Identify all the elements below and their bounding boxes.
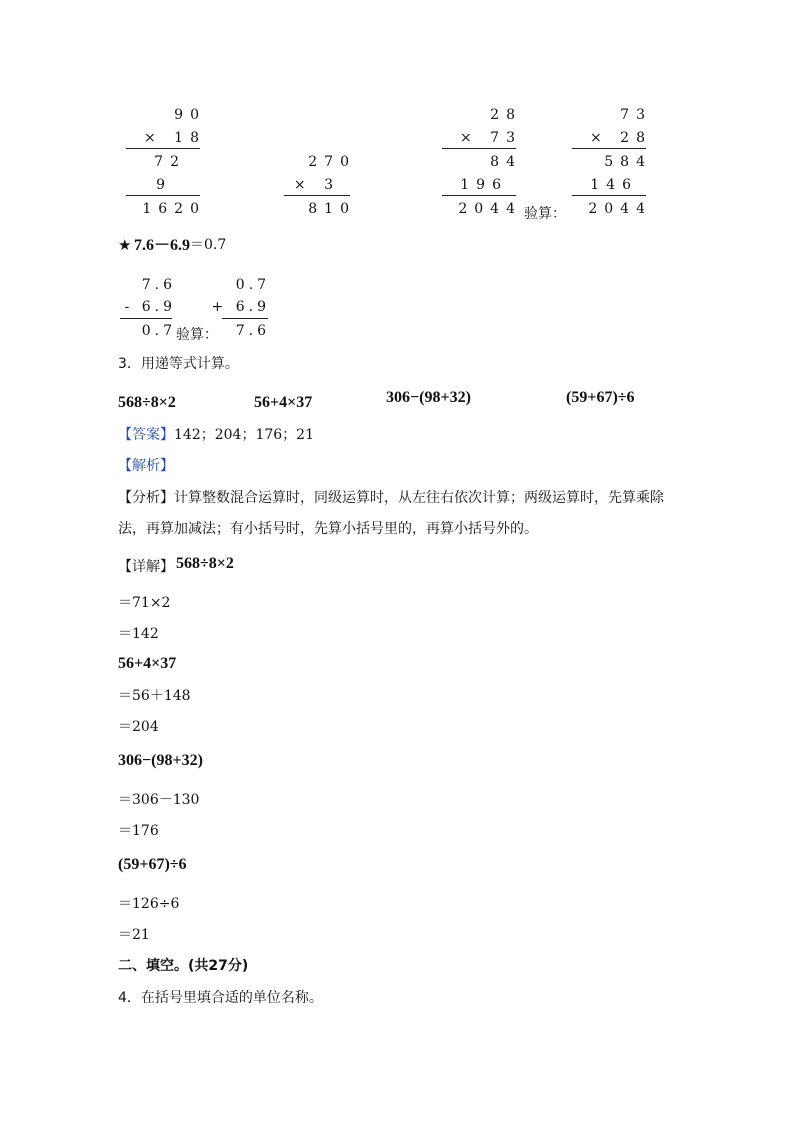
step1-line1: ＝71×2 (118, 595, 171, 611)
calc-c-row5: 2044 (458, 201, 522, 217)
calc-b-row3: 810 (308, 201, 356, 217)
calc-c-row4: 196 (460, 177, 508, 193)
fenxi-line1 (118, 488, 664, 508)
answer-line (118, 425, 314, 445)
sub-row3: 0.7 (141, 323, 176, 339)
step1-line2: ＝142 (118, 626, 159, 642)
step3-expr: 306−(98+32) (118, 752, 203, 769)
calc-a-row4: 9 (156, 177, 172, 193)
q3-expr-3: 306−(98+32) (386, 389, 471, 406)
calc-d-line2 (572, 195, 646, 196)
calc-b-row2: × 3 (293, 177, 340, 193)
step2-line1: ＝56＋148 (118, 688, 191, 704)
star-result: ＝0.7 (190, 237, 227, 253)
calc-a-line2 (126, 195, 200, 196)
calc-d-line1 (572, 148, 646, 149)
calc-c-row2: × 73 (460, 130, 522, 146)
add-row2: + 6.9 (211, 299, 270, 315)
calc-a-row1: 90 (174, 107, 206, 123)
step4-line1: ＝126÷6 (118, 896, 180, 912)
q3-expr-1: 568÷8×2 (118, 394, 176, 411)
calc-c-line1 (442, 148, 516, 149)
calc-c-line2 (442, 195, 516, 196)
add-row3: 7.6 (235, 323, 270, 339)
section2-title: 二、填空。(共27分) (118, 958, 249, 974)
step3-line1: ＝306－130 (118, 792, 200, 808)
step2-expr: 56+4×37 (118, 655, 177, 672)
star-icon: ★ (118, 236, 132, 254)
step2-line2: ＝204 (118, 719, 159, 735)
calc-d-row3: 584 (604, 154, 652, 170)
calc-d-row4: 146 (590, 177, 638, 193)
fenxi-text-1: 计算整数混合运算时，同级运算时，从左往右依次计算；两级运算时，先算乘除 (174, 490, 664, 506)
fenxi-line2: 法，再算加减法；有小括号时，先算小括号里的，再算小括号外的。 (118, 521, 538, 537)
step3-line2: ＝176 (118, 823, 159, 839)
calc-a-row3: 72 (154, 154, 186, 170)
fenxi-label: 【分析】 (118, 490, 174, 506)
q3-expr-4: (59+67)÷6 (566, 389, 635, 406)
calc-a-row2: × 18 (144, 130, 206, 146)
add-row1: 0.7 (235, 277, 270, 293)
q3-title: 3．用递等式计算。 (118, 356, 239, 372)
star-check-label: 验算： (176, 327, 218, 343)
add-line (222, 318, 268, 319)
step4-line2: ＝21 (118, 927, 150, 943)
answer-label: 【答案】 (118, 427, 174, 443)
q3-expr-2: 56+4×37 (254, 394, 313, 411)
calc-d-row2: × 28 (590, 130, 652, 146)
answer-text: 142；204；176；21 (174, 427, 314, 443)
calc-d-row5: 2044 (588, 201, 652, 217)
analysis-label: 【解析】 (118, 458, 174, 474)
calc-d-row1: 73 (620, 107, 652, 123)
calc-a-row5: 1620 (142, 201, 206, 217)
calc-a-line1 (126, 148, 200, 149)
calc-c-row1: 28 (490, 107, 522, 123)
step1-expr: 568÷8×2 (176, 555, 234, 572)
star-expression: 7.6－6.9 (134, 237, 191, 254)
calc-c-check-label: 验算： (524, 206, 566, 222)
detail-label: 【详解】 (118, 559, 174, 575)
sub-row1: 7.6 (141, 277, 176, 293)
step4-expr: (59+67)÷6 (118, 856, 187, 873)
sub-line (120, 318, 172, 319)
sub-row2: - 6.9 (124, 299, 176, 315)
calc-b-row1: 270 (308, 154, 356, 170)
calc-c-row3: 84 (490, 154, 522, 170)
calc-b-line (284, 195, 350, 196)
q4-title: 4．在括号里填合适的单位名称。 (118, 990, 323, 1006)
